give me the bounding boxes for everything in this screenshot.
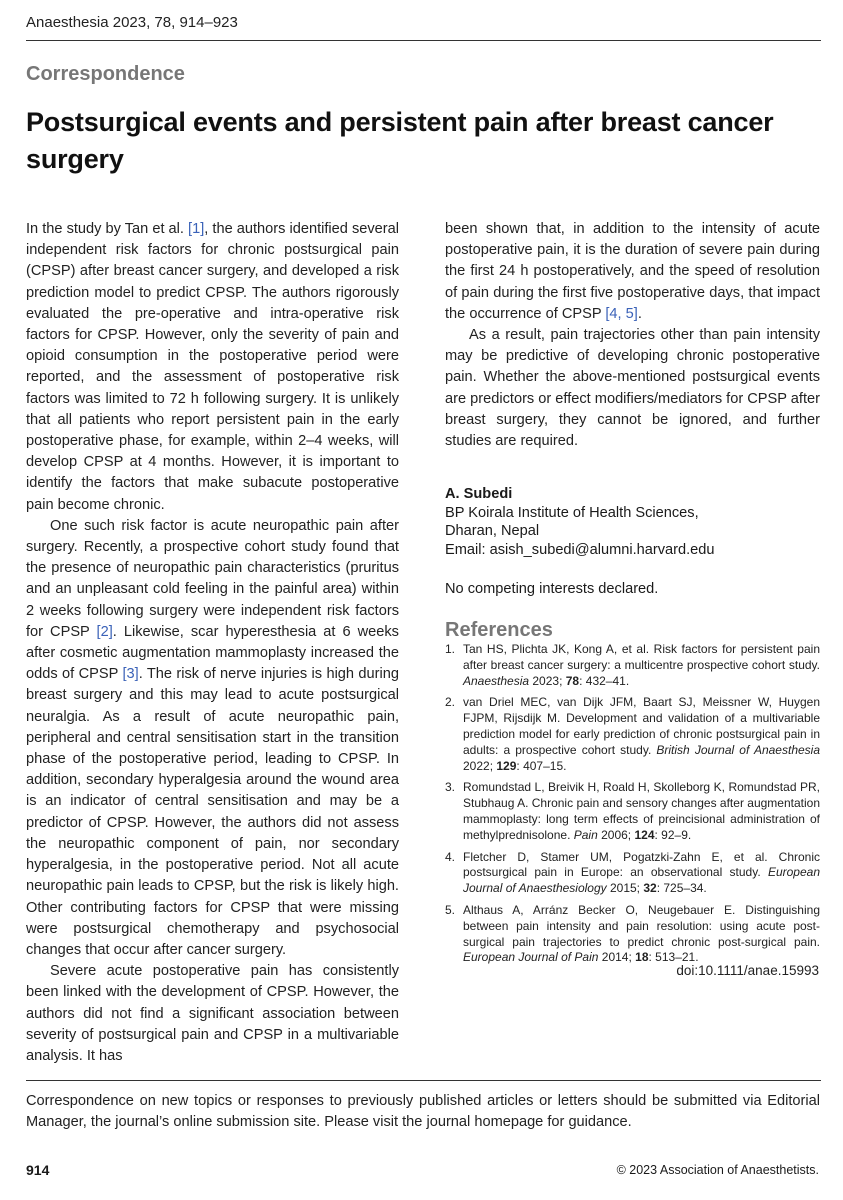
doi-link[interactable]: doi:10.1111/anae.15993 xyxy=(676,963,819,978)
references-heading: References xyxy=(445,619,553,641)
author-name: A. Subedi xyxy=(445,486,513,502)
reference-journal: Anaesthesia xyxy=(463,673,530,688)
paragraph-2 xyxy=(26,516,399,961)
reference-volume: 78 xyxy=(565,673,580,688)
top-divider xyxy=(26,40,821,41)
paragraph-text: . The risk of nerve injuries is high during breast surgery and this may lead to acute postsurgical neuralgia. As a result of acute neuropathic pain, peripheral and central sensitisation start in the transition phase of the postoperative period, leading to CPSP. In addition, secondary hyperalgesia around the wound area is an indicator of central sensitisation and may be a predictor of CPSP. However, the authors did not assess the neuropathic component of pain, nor secondary hyperalgesia, in the postoperative period. Not all acute neuropathic pain leads to CPSP, but the risk is likely high. Other contributing factors for CPSP that were missing were postsurgical chemotherapy and psychosocial changes that occur after cancer surgery. xyxy=(26,666,399,958)
citation-link-4-5[interactable]: [4, 5] xyxy=(605,305,638,322)
reference-number: 3. xyxy=(445,780,456,795)
reference-item xyxy=(445,850,820,897)
author-block xyxy=(445,485,825,559)
reference-volume: 32 xyxy=(643,881,657,896)
author-location: Dharan, Nepal xyxy=(445,523,540,539)
paragraph-3 xyxy=(26,961,399,1067)
paragraph-text: , the authors identified several independent risk factors for chronic postsurgical pain (CPSP) after breast cancer surgery, and developed a risk prediction model to predict CPSP. The authors rigorously evaluated the pre-operative and intra-operative risk factors for CPSP. However, only the severity of pain and opioid consumption in the postoperative period were reported, and the assessment of postoperative risk factors was limited to 72 h following surgery. It is unlikely that all patients who report persistent pain in the early postoperative phase, for example, within 2–4 weeks, will develop CPSP at 4 months. However, it is important to identify the factors that make subacute postoperative pain become chronic. xyxy=(26,221,400,513)
left-column xyxy=(26,219,399,1067)
reference-year: 2006; xyxy=(597,827,635,842)
competing-interests: No competing interests declared. xyxy=(445,581,659,597)
paragraph-text: . xyxy=(637,305,642,322)
citation-link-1[interactable]: [1] xyxy=(188,221,205,237)
bottom-divider xyxy=(26,1080,821,1081)
reference-journal: European Journal of Anaesthesiology xyxy=(463,865,820,896)
reference-text: Romundstad L, Breivik H, Roald H, Skolleborg K, Romundstad PR, Stubhaug A. Chronic pain and sensory changes after augmentation mammoplasty: long term effects of preincisional administration of methylprednisolone. xyxy=(463,780,820,842)
citation-link-2[interactable]: [2] xyxy=(96,623,113,640)
reference-item xyxy=(445,642,820,689)
paragraph-4: As a result, pain trajectories other than pain intensity may be predictive of developing chronic postoperative pain. Whether the above-mentioned postsurgical events are predictors or effect modifiers/mediators for CPSP after breast surgery, they cannot be ignored, and further studies are required. xyxy=(445,327,820,450)
reference-volume: 124 xyxy=(634,827,655,842)
reference-pages: : 513–21. xyxy=(648,950,699,965)
reference-year: 2023; xyxy=(529,673,566,688)
reference-number: 2. xyxy=(445,695,456,710)
reference-item xyxy=(445,695,820,774)
citation-link-3[interactable]: [3] xyxy=(122,666,139,683)
article-title: Postsurgical events and persistent pain after breast cancer surgery xyxy=(26,107,774,174)
reference-year: 2014; xyxy=(598,950,636,965)
reference-text: Fletcher D, Stamer UM, Pogatzki-Zahn E, et al. Chronic postsurgical pain in Europe: an observational study. xyxy=(463,849,820,880)
reference-year: 2022; xyxy=(463,758,497,773)
reference-journal: Pain xyxy=(573,827,598,842)
reference-number: 5. xyxy=(445,902,456,917)
author-institution: BP Koirala Institute of Health Sciences, xyxy=(445,504,699,521)
paragraph-3-continued xyxy=(445,219,820,325)
reference-list xyxy=(445,642,820,972)
paragraph-text: . Likewise, scar hyperesthesia at 6 weeks after cosmetic augmentation mammoplasty increased the odds of CPSP xyxy=(26,623,399,683)
reference-number: 4. xyxy=(445,849,456,864)
footer-note: Correspondence on new topics or responses to previously published articles or letters should be submitted via Editorial Manager, the journal’s online submission site. Please visit the journal homepage for guidance. xyxy=(26,1093,820,1130)
copyright-notice: © 2023 Association of Anaesthetists. xyxy=(616,1163,819,1177)
reference-item xyxy=(445,903,820,966)
section-label: Correspondence xyxy=(26,63,185,85)
reference-text: Althaus A, Arránz Becker O, Neugebauer E. Distinguishing between pain intensity and pain resolution: using acute post-surgical pain trajectories to predict chronic post-surgical pain. xyxy=(463,902,820,949)
reference-text: van Driel MEC, van Dijk JFM, Baart SJ, Meissner W, Huygen FJPM, Rijsdijk M. Development and validation of a multivariable prediction model for early prediction of chronic postsurgical pain in adults: a prospective cohort study. xyxy=(463,695,820,757)
reference-pages: : 407–15. xyxy=(516,758,567,773)
page-number: 914 xyxy=(26,1162,50,1178)
reference-journal: European Journal of Pain xyxy=(463,950,599,965)
right-column xyxy=(445,219,820,452)
reference-year: 2015; xyxy=(606,881,644,896)
reference-text: Tan HS, Plichta JK, Kong A, et al. Risk factors for persistent pain after breast cancer surgery: a multicentre prospective cohort study. xyxy=(463,642,820,672)
reference-number: 1. xyxy=(445,642,456,656)
reference-item xyxy=(445,780,820,843)
reference-pages: : 725–34. xyxy=(656,881,707,896)
reference-volume: 129 xyxy=(496,758,517,773)
author-email[interactable]: Email: asish_subedi@alumni.harvard.edu xyxy=(445,541,715,558)
reference-pages: : 432–41. xyxy=(579,673,630,688)
paragraph-text: In the study by Tan et al. xyxy=(26,221,189,237)
reference-journal: British Journal of Anaesthesia xyxy=(656,742,821,757)
paragraph-text: One such risk factor is acute neuropathic pain after surgery. Recently, a prospective cohort study found that the presence of neuropathic pain characteristics (pruritus and an unpleasant cold feeling in the painful area) within 2 weeks following surgery were independent risk factors for CPSP xyxy=(26,517,399,640)
journal-citation-header: Anaesthesia 2023, 78, 914–923 xyxy=(26,14,238,31)
reference-pages: : 92–9. xyxy=(654,827,692,842)
reference-volume: 18 xyxy=(635,950,649,965)
paragraph-text: Severe acute postoperative pain has consistently been linked with the development of CPSP. However, the authors did not find a significant association between severity of postsurgical pain and CPSP in a multivariable analysis. It has xyxy=(26,963,399,1064)
paragraph-1 xyxy=(26,219,399,516)
paragraph-text: been shown that, in addition to the intensity of acute postoperative pain, it is the duration of severe pain during the first 24 h postoperatively, and the speed of resolution of pain during the first five postoperative days, that impact the occurrence of CPSP xyxy=(445,221,820,322)
